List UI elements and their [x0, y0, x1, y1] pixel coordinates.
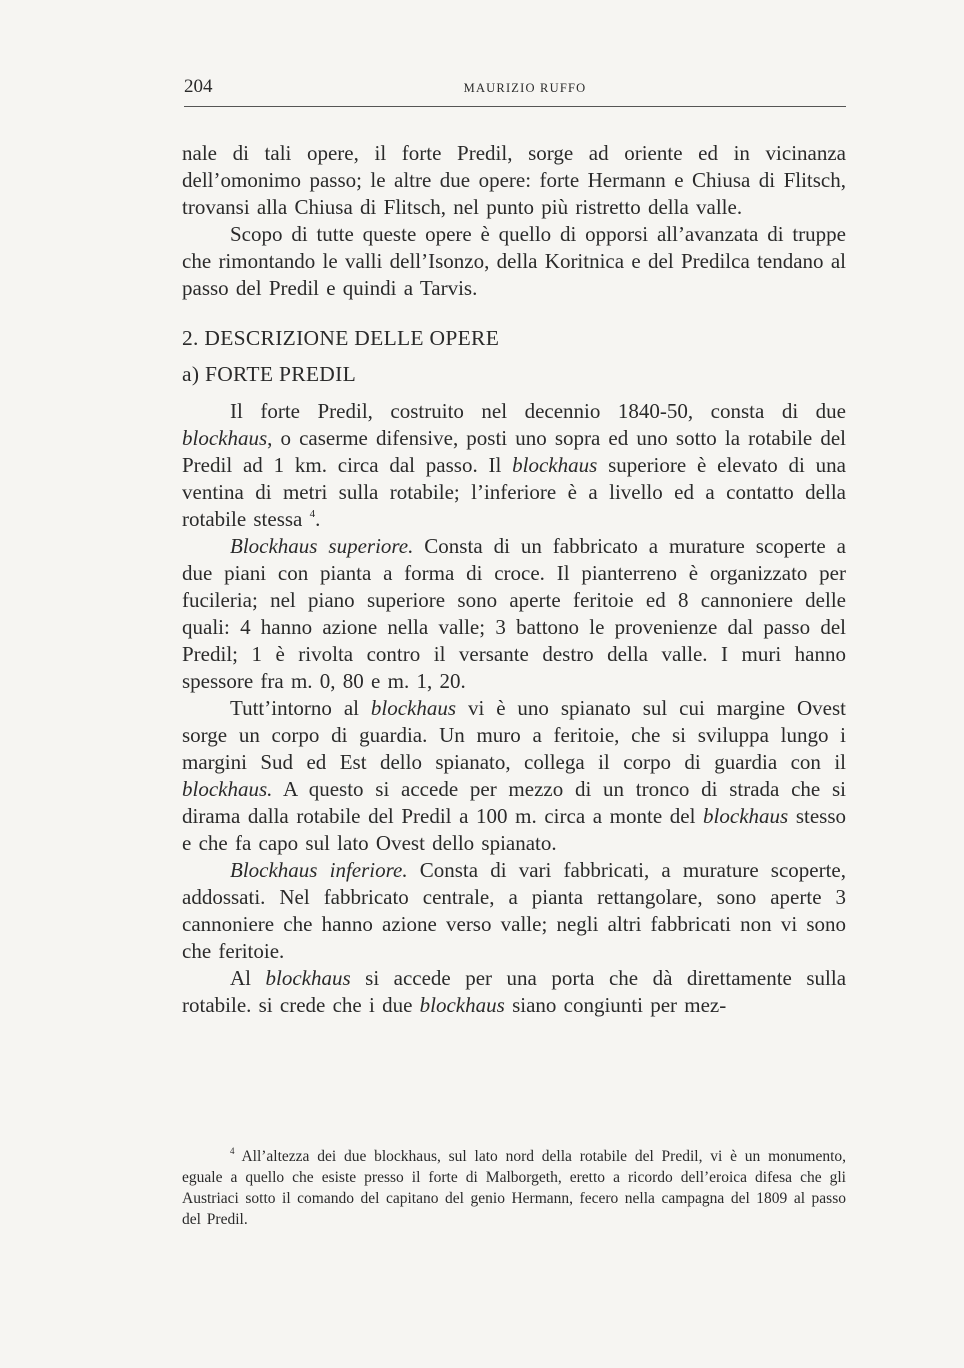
page-number: 204: [184, 76, 213, 97]
text-run: vi è uno spianato sul cui margine Ovest sorge un corpo di guardia. Un muro a feritoie, che si sviluppa lungo i margini Sud ed Est dello spianato, collega il corpo di guardia con il: [182, 696, 847, 774]
running-head: MAURIZIO RUFFO: [463, 81, 587, 95]
text-run: stesso e che fa capo sul lato Ovest dello spianato.: [182, 804, 846, 855]
text-run: siano congiunti per mez-: [504, 993, 727, 1017]
text-run: Consta di vari fabbricati, a murature scoperte, addossati. Nel fabbricato centrale, a pianta rettangolare, sono aperte 3 cannoniere che hanno azione verso valle; negli altri fabbricati non vi sono che feritoie.: [182, 858, 846, 963]
footnote-text: All’altezza dei due blockhaus, sul lato nord della rotabile del Predil, vi è un monumento, eguale a quello che esiste presso il forte di Malborgeth, eretto a ricordo dell’eroica difesa che gli Austriaci sotto il comando del capitano del genio Hermann, fecero nella campagna del 1809 al passo del Predil.: [182, 1148, 846, 1228]
italic-term: blockhaus: [182, 426, 268, 450]
page-header: [184, 76, 846, 107]
text-run: Al: [230, 966, 266, 990]
paragraph-accesso: [182, 965, 846, 1019]
italic-term: blockhaus: [265, 966, 351, 990]
italic-term: Blockhaus superiore.: [230, 534, 414, 558]
italic-term: blockhaus: [370, 696, 457, 720]
footnote: [182, 1146, 846, 1230]
paragraph-scope: Scopo di tutte queste opere è quello di opporsi all’avanzata di truppe che rimontando le valli dell’Isonzo, della Koritnica e del Predilca tendano al passo del Predil e quindi a Tarvis.: [182, 222, 846, 300]
italic-term: blockhaus: [419, 993, 505, 1017]
text-run: si accede per una porta che dà direttamente sulla rotabile. si crede che i due: [182, 966, 847, 1017]
paragraph-blockhaus-superiore: [182, 533, 846, 695]
text-run: superiore è elevato di una ventina di metri sulla rotabile; l’inferiore è a livello ed a contatto della rotabile stessa: [182, 453, 846, 531]
italic-term: blockhaus.: [182, 777, 273, 801]
footnote-reference: 4: [309, 508, 316, 520]
paragraph-blockhaus-inferiore: [182, 857, 846, 965]
section-heading: 2. DESCRIZIONE DELLE OPERE: [182, 326, 500, 350]
text-run: , o caserme difensive, posti uno sopra ed uno sotto la rotabile del Predil ad 1 km. circa dal passo. Il: [182, 426, 846, 477]
footnote-marker: 4: [230, 1146, 235, 1156]
text-run: Consta di un fabbricato a murature scoperte a due piani con pianta a forma di croce. Il pianterreno è organizzato per fucileria; nel piano superiore sono aperte feritoie ed 8 cannoniere delle quali: 4 hanno azione nella valle; 3 battono le provenienze dal passo del Predil; 1 è rivolta contro il versante destro della valle. I muri hanno spessore fra m. 0, 80 e m. 1, 20.: [182, 534, 846, 693]
text-run: A questo si accede per mezzo di un tronco di strada che si dirama dalla rotabile del Predil a 100 m. circa a monte del: [182, 777, 846, 828]
paragraph-spianato: [182, 695, 846, 857]
paragraph-continuation: nale di tali opere, il forte Predil, sorge ad oriente ed in vicinanza dell’omonimo passo; le altre due opere: forte Hermann e Chiusa di Flitsch, trovansi alla Chiusa di Flitsch, nel punto più ristretto della valle.: [182, 141, 846, 219]
italic-term: Blockhaus inferiore.: [230, 858, 408, 882]
page-body: [182, 140, 846, 1019]
text-run: Il forte Predil, costruito nel decennio 1840-50, consta di due: [230, 399, 846, 423]
subsection-heading: a) FORTE PREDIL: [182, 362, 357, 386]
italic-term: blockhaus: [703, 804, 789, 828]
paragraph-forte-predil: [182, 398, 846, 533]
text-run: .: [315, 507, 321, 531]
italic-term: blockhaus: [512, 453, 598, 477]
text-run: Tutt’intorno al: [230, 696, 371, 720]
